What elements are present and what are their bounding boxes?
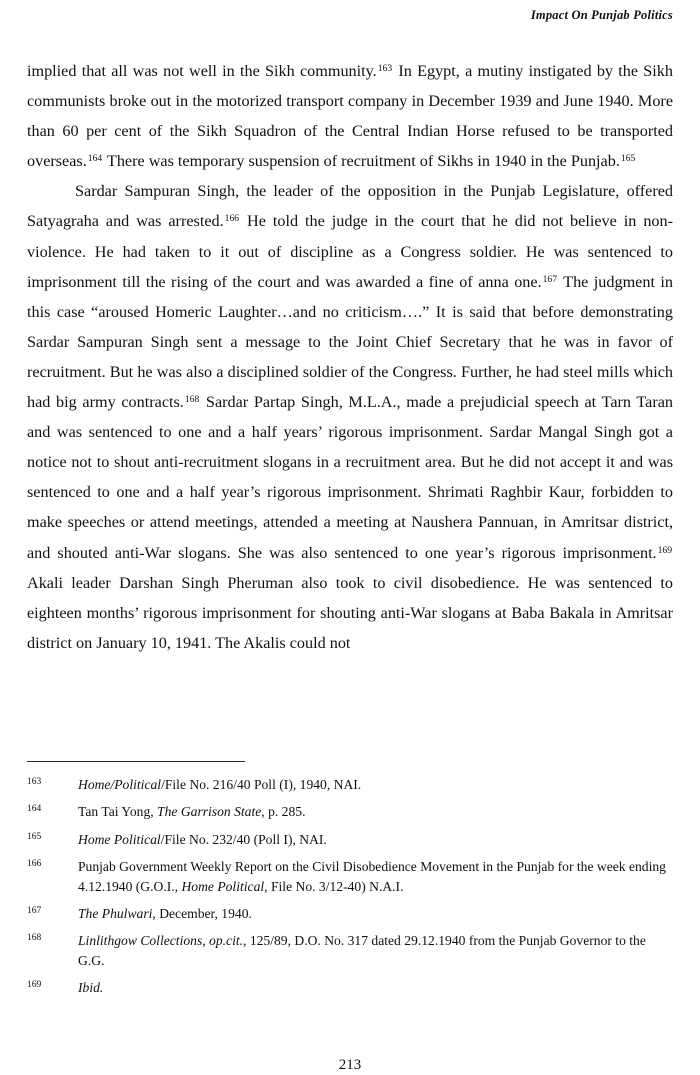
italic-run: Home/Political — [78, 777, 162, 792]
text-run: There was temporary suspension of recruitment of Sikhs in 1940 in the Punjab. — [103, 152, 620, 171]
italic-run: The Phulwari — [78, 906, 153, 922]
text-run: , p. 285. — [261, 804, 306, 820]
text-run: In Egypt, a mutiny instigated by the Sikh communists broke out in the motorized transport company in December 1939 and June 1940. More than 60 per cent of the Sikh Squadron of the Central Indian Horse refused to be transported overseas. — [27, 62, 673, 171]
text-run: Tan Tai Yong, — [78, 804, 158, 820]
text-run: , December, 1940. — [152, 906, 252, 922]
footnote-text — [78, 931, 673, 970]
text-run: , File No. 3/12-40) N.A.I. — [264, 878, 404, 894]
footnote-reference-168[interactable]: 168 — [184, 394, 200, 406]
footnote-entry — [27, 978, 673, 997]
footnote-number-163[interactable]: 163 — [27, 777, 42, 787]
text-run: , 125/89, D.O. No. 317 dated 29.12.1940 from the Punjab Governor to the G.G. — [78, 933, 646, 968]
footnote-number-169[interactable]: 169 — [27, 980, 42, 991]
footnote-number-164[interactable]: 164 — [27, 804, 42, 815]
footnote-text — [78, 904, 673, 923]
footnotes-block — [27, 775, 673, 998]
text-run: , — [202, 933, 210, 949]
text-run: implied that all was not well in the Sikh community. — [27, 62, 377, 80]
italic-run: Ibid. — [78, 980, 104, 996]
text-run: /File No. 232/40 (Poll I), NAI. — [160, 831, 327, 847]
footnote-reference-164[interactable]: 164 — [87, 153, 103, 165]
footnote-entry — [27, 802, 673, 821]
running-header-title: Impact On Punjab Politics — [530, 8, 673, 22]
page-number-folio: 213 — [338, 1057, 362, 1073]
italic-run: Home Political — [78, 831, 161, 847]
footnote-entry — [27, 904, 673, 923]
footnote-reference-165[interactable]: 165 — [620, 153, 636, 165]
footnote-separator-rule — [27, 761, 245, 762]
footnote-number-165[interactable]: 165 — [27, 831, 42, 842]
footnote-entry — [27, 931, 673, 970]
footnote-text — [78, 857, 673, 896]
italic-run: op.cit. — [209, 933, 244, 949]
italic-run: Linlithgow Collections — [78, 933, 203, 949]
text-run: /File No. 216/40 Poll (I), 1940, NAI. — [161, 777, 362, 792]
text-run: The judgment in this case “aroused Homeric Laughter…and no criticism….” It is said that before demonstrating Sardar Sampuran Singh sent a message to the Joint Chief Secretary that he was in favor of recruitment. But he was also a disciplined soldier of the Congress. Further, he had steel mills which had big army contracts. — [27, 272, 673, 412]
body-paragraph — [27, 56, 673, 176]
footnote-entry — [27, 857, 673, 896]
footnote-number-166[interactable]: 166 — [27, 859, 42, 870]
italic-run: Home Political — [181, 878, 265, 894]
text-run: He told the judge in the court that he did not believe in non-violence. He had taken to it out of discipline as a Congress soldier. He was sentenced to imprisonment till the rising of the court and was awarded a fine of anna one. — [27, 212, 673, 291]
text-run: Sardar Sampuran Singh, the leader of the opposition in the Punjab Legislature, offered Satyagraha and was arrested. — [27, 182, 673, 231]
text-run: Akali leader Darshan Singh Pheruman also took to civil disobedience. He was sentenced to eighteen months’ rigorous imprisonment for shouting anti-War slogans at Baba Bakala in Amritsar district on January 10, 1941. The Akalis could not — [27, 573, 673, 652]
footnote-reference-167[interactable]: 167 — [542, 273, 558, 285]
footnote-entry — [27, 830, 673, 849]
footnote-text — [78, 978, 673, 997]
footnote-text — [78, 830, 673, 849]
footnote-number-168[interactable]: 168 — [27, 933, 42, 944]
footnote-reference-163[interactable]: 163 — [377, 63, 393, 74]
footnote-text — [78, 775, 673, 794]
footnote-entry — [27, 775, 673, 794]
footnote-text — [78, 802, 673, 821]
italic-run: The Garrison State — [157, 804, 262, 820]
footnote-reference-166[interactable]: 166 — [224, 213, 240, 225]
text-run: Sardar Partap Singh, M.L.A., made a prejudicial speech at Tarn Taran and was sentenced to one and a half years’ rigorous imprisonment. Sardar Mangal Singh got a notice not to shout anti-recruitment slogans in a recruitment area. But he did not accept it and was sentenced to one and a half year’s rigorous imprisonment. Shrimati Raghbir Kaur, forbidden to make speeches or attend meetings, attended a meeting at Naushera Pannuan, in Amritsar district, and shouted anti-War slogans. She was also sentenced to one year’s rigorous imprisonment. — [27, 393, 674, 562]
body-paragraph — [27, 176, 673, 658]
footnote-number-167[interactable]: 167 — [27, 906, 42, 917]
text-run: Punjab Government Weekly Report on the Civil Disobedience Movement in the Punjab for the week ending 4.12.1940 (G.O.I., — [78, 859, 666, 894]
footnote-reference-169[interactable]: 169 — [657, 544, 672, 556]
body-text-block — [27, 56, 673, 658]
